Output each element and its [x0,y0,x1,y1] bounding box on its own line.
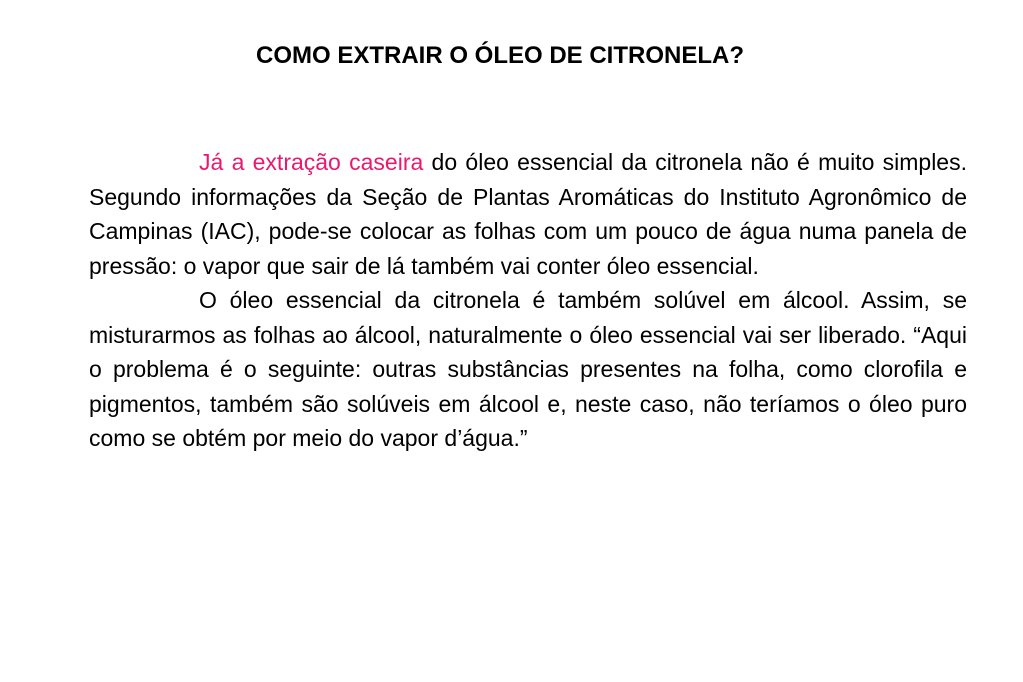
paragraph-text: do óleo essencial da citronela não é muito simples. Segundo informações da Seção de Plantas Aromáticas do Instituto Agronômico de Campinas (IAC), pode-se colocar as folhas com um pouco de água numa panela de pressão: o vapor que sair de lá também vai conter óleo essencial. [89,149,967,279]
highlighted-phrase: Já a extração caseira [199,149,424,175]
paragraph-alcohol [89,283,967,456]
slide-body [89,145,967,456]
paragraph-extraction [89,145,967,283]
paragraph-text: O óleo essencial da citronela é também solúvel em álcool. Assim, se misturarmos as folhas ao álcool, naturalmente o óleo essencial vai ser liberado. “Aqui o problema é o seguinte: outras substâncias presentes na folha, como clorofila e pigmentos, também são solúveis em álcool e, neste caso, não teríamos o óleo puro como se obtém por meio do vapor d’água.” [89,287,967,451]
slide-title: COMO EXTRAIR O ÓLEO DE CITRONELA? [255,42,744,69]
